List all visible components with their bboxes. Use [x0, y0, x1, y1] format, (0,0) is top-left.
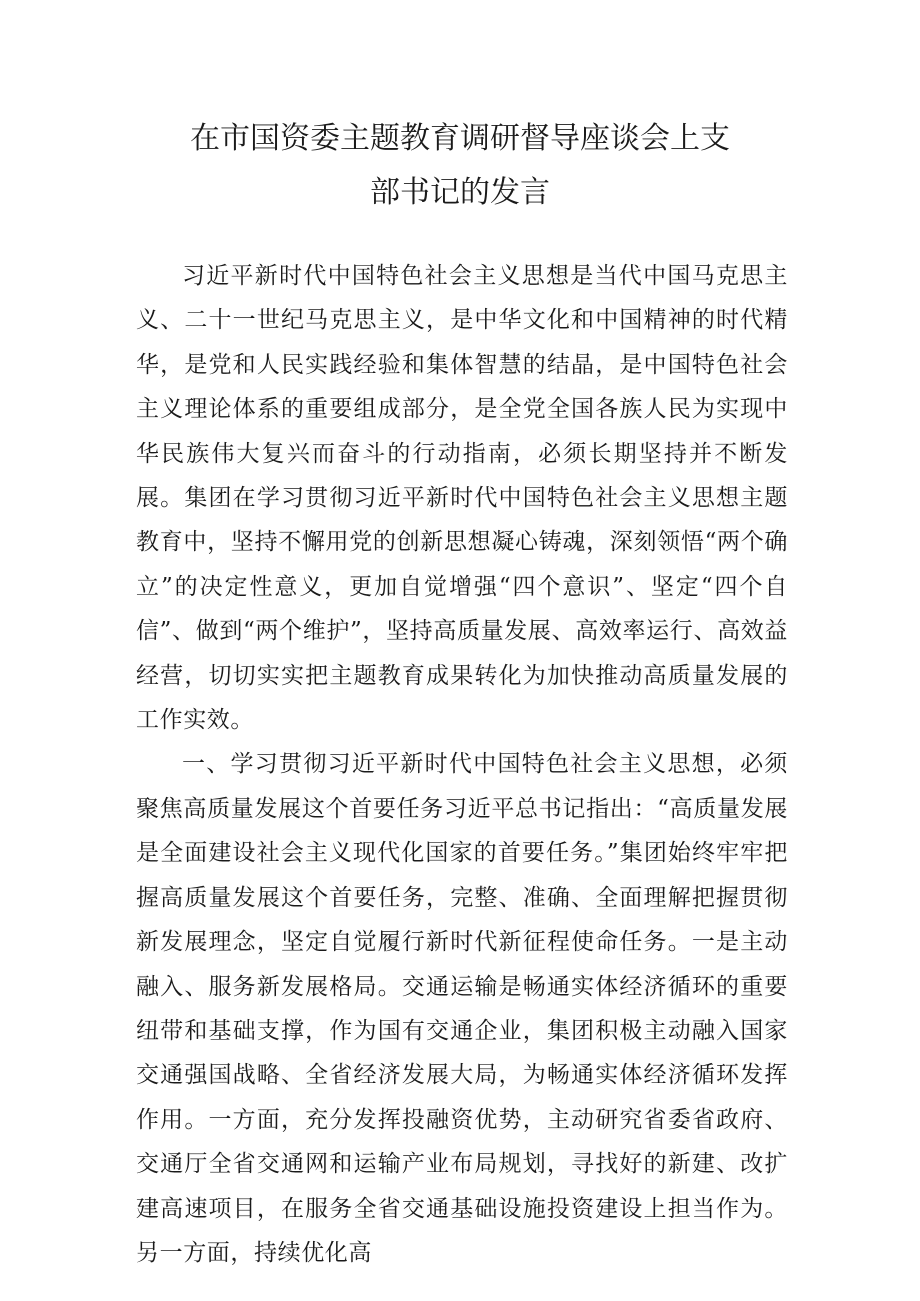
document-body	[136, 254, 788, 1275]
title-line-2: 部书记的发言	[370, 175, 550, 210]
paragraph-intro: 习近平新时代中国特色社会主义思想是当代中国马克思主义、二十一世纪马克思主义，是中华文化和中国精神的时代精华，是党和人民实践经验和集体智慧的结晶，是中国特色社会主义理论体系的重要组成部分，是全党全国各族人民为实现中华民族伟大复兴而奋斗的行动指南，必须长期坚持并不断发展。集团在学习贯彻习近平新时代中国特色社会主义思想主题教育中，坚持不懈用党的创新思想凝心铸魂，深刻领悟“两个确立”的决定性意义，更加自觉增强“四个意识”、坚定“四个自信”、做到“两个维护”，坚持高质量发展、高效率运行、高效益经营，切切实实把主题教育成果转化为加快推动高质量发展的工作实效。	[136, 263, 788, 734]
title-line-1: 在市国资委主题教育调研督导座谈会上支	[190, 121, 730, 156]
paragraph-section-1: 一、学习贯彻习近平新时代中国特色社会主义思想，必须聚焦高质量发展这个首要任务习近平总书记指出：“高质量发展是全面建设社会主义现代化国家的首要任务。”集团始终牢牢把握高质量发展这个首要任务，完整、准确、全面理解把握贯彻新发展理念，坚定自觉履行新时代新征程使命任务。一是主动融入、服务新发展格局。交通运输是畅通实体经济循环的重要纽带和基础支撑，作为国有交通企业，集团积极主动融入国家交通强国战略、全省经济发展大局，为畅通实体经济循环发挥作用。一方面，充分发挥投融资优势，主动研究省委省政府、交通厅全省交通网和运输产业布局规划，寻找好的新建、改扩建高速项目，在服务全省交通基础设施投资建设上担当作为。另一方面，持续优化高	[136, 751, 788, 1266]
document-title	[120, 112, 800, 220]
